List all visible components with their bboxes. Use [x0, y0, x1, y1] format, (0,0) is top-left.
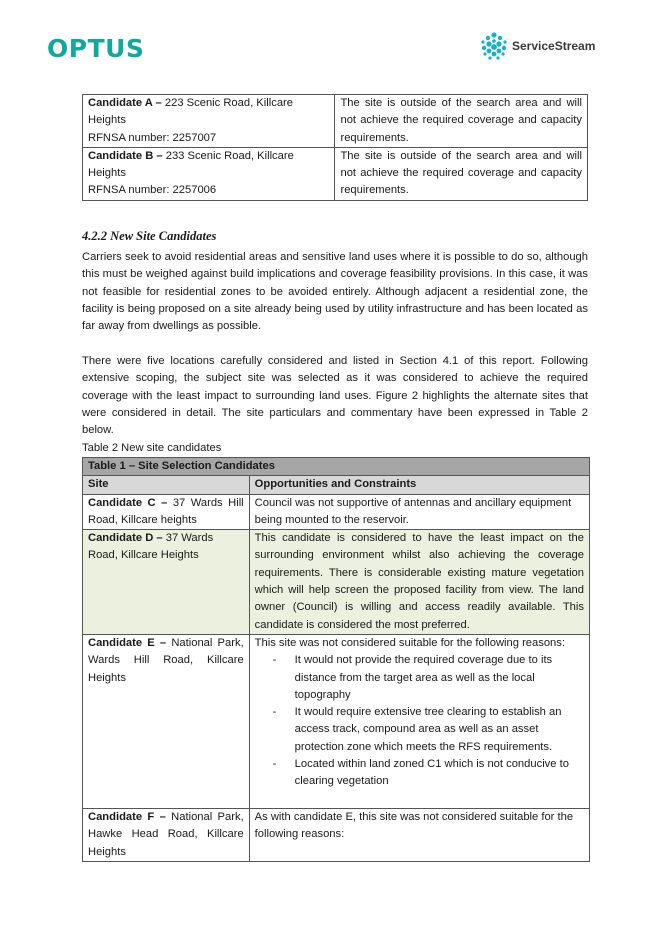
- candidate-name: Candidate B –: [88, 149, 163, 162]
- comment-cell: Council was not supportive of antennas and ancillary equipment being mounted to the reservoir.: [249, 494, 589, 530]
- site-cell: [83, 634, 250, 808]
- table-row: [83, 634, 590, 808]
- list-item: - It would not provide the required coverage due to its distance from the target area as well as the local topography: [272, 654, 553, 701]
- table-header-row: [83, 476, 590, 494]
- candidate-address: 223 Scenic Road, Killcare Heights: [88, 97, 293, 127]
- comment-intro: This site was not considered suitable for the following reasons:: [254, 636, 565, 649]
- rfnsa-number: RFNSA number: 2257006: [88, 184, 217, 197]
- comment-cell: The site is outside of the search area and will not achieve the required coverage and capacity requirements.: [335, 147, 588, 200]
- site-cell: [83, 494, 250, 530]
- site-cell: [83, 147, 335, 200]
- comment-cell: [249, 634, 589, 808]
- reasons-list: [273, 652, 584, 790]
- paragraph: There were five locations carefully considered and listed in Section 4.1 of this report. Following extensive scoping, the subject site was selected as it was considered to achieve the required coverage with the least impact to surrounding land uses. Figure 2 highlights the alternate sites that were considered in detail. The site particulars and commentary have been expressed in Table 2 below.: [82, 355, 588, 437]
- candidate-name: Candidate A –: [88, 97, 162, 109]
- table-row: [83, 95, 588, 148]
- servicestream-logo: [480, 30, 595, 62]
- table-title-row: [83, 458, 590, 476]
- candidate-address: 233 Scenic Road, Killcare Heights: [88, 149, 294, 180]
- table-row-preferred: [83, 530, 590, 635]
- candidate-address: 37 Wards Road, Killcare Heights: [88, 532, 214, 562]
- list-item: - Located within land zoned C1 which is not conducive to clearing vegetation: [272, 758, 569, 788]
- list-item: - It would require extensive tree clearing to establish an access track, compound area as well as an asset protection zone which meets the RFS requirements.: [272, 706, 562, 753]
- candidate-address: National Park, Wards Hill Road, Killcare Heights: [88, 636, 244, 684]
- servicestream-wordmark: ServiceStream: [512, 39, 596, 53]
- column-header-opportunities: Opportunities and Constraints: [249, 476, 589, 494]
- existing-sites-table: [82, 94, 588, 201]
- comment-cell: As with candidate E, this site was not considered suitable for the following reasons:: [249, 808, 589, 861]
- comment-cell: This candidate is considered to have the least impact on the surrounding environment whilst also achieving the coverage requirements. There is considerable existing mature vegetation which will help screen the proposed facility from view. The land owner (Council) is willing and access readily available. This candidate is considered the most preferred.: [249, 530, 589, 635]
- new-site-candidates-table: [82, 457, 590, 862]
- candidate-name: Candidate E –: [88, 636, 167, 649]
- candidate-name: Candidate C –: [88, 496, 168, 509]
- candidate-name: Candidate D –: [88, 532, 163, 545]
- comment-cell: The site is outside of the search area and will not achieve the required coverage and capacity requirements.: [335, 95, 588, 148]
- candidate-address: National Park, Hawke Head Road, Killcare Heights: [88, 810, 244, 858]
- site-cell: [83, 808, 250, 861]
- table-row: [83, 147, 588, 200]
- optus-logo: OPTUS: [47, 34, 145, 63]
- table-title: Table 1 – Site Selection Candidates: [83, 458, 590, 476]
- site-cell: [83, 95, 335, 148]
- rfnsa-number: RFNSA number: 2257007: [88, 131, 217, 144]
- candidate-name: Candidate F –: [88, 810, 166, 823]
- section-heading: 4.2.2 New Site Candidates: [82, 229, 217, 243]
- paragraph: Carriers seek to avoid residential areas and sensitive land uses where it is possible to do so, although this must be weighed against build implications and coverage feasibility provisions. In this case, it was not feasible for residential zones to be avoided entirely. Although adjacent a residential zone, the facility is being proposed on a site already being used by utility infrastructure and has been located as far away from dwellings as possible.: [82, 251, 588, 333]
- site-cell: [83, 530, 250, 635]
- column-header-site: Site: [83, 476, 250, 494]
- table-row: [83, 494, 590, 530]
- table-caption: Table 2 New site candidates: [82, 442, 222, 454]
- candidate-address: 37 Wards Hill Road, Killcare heights: [88, 496, 244, 526]
- servicestream-dots-icon: [480, 32, 508, 60]
- table-row: [83, 808, 590, 861]
- page-header: [0, 0, 669, 80]
